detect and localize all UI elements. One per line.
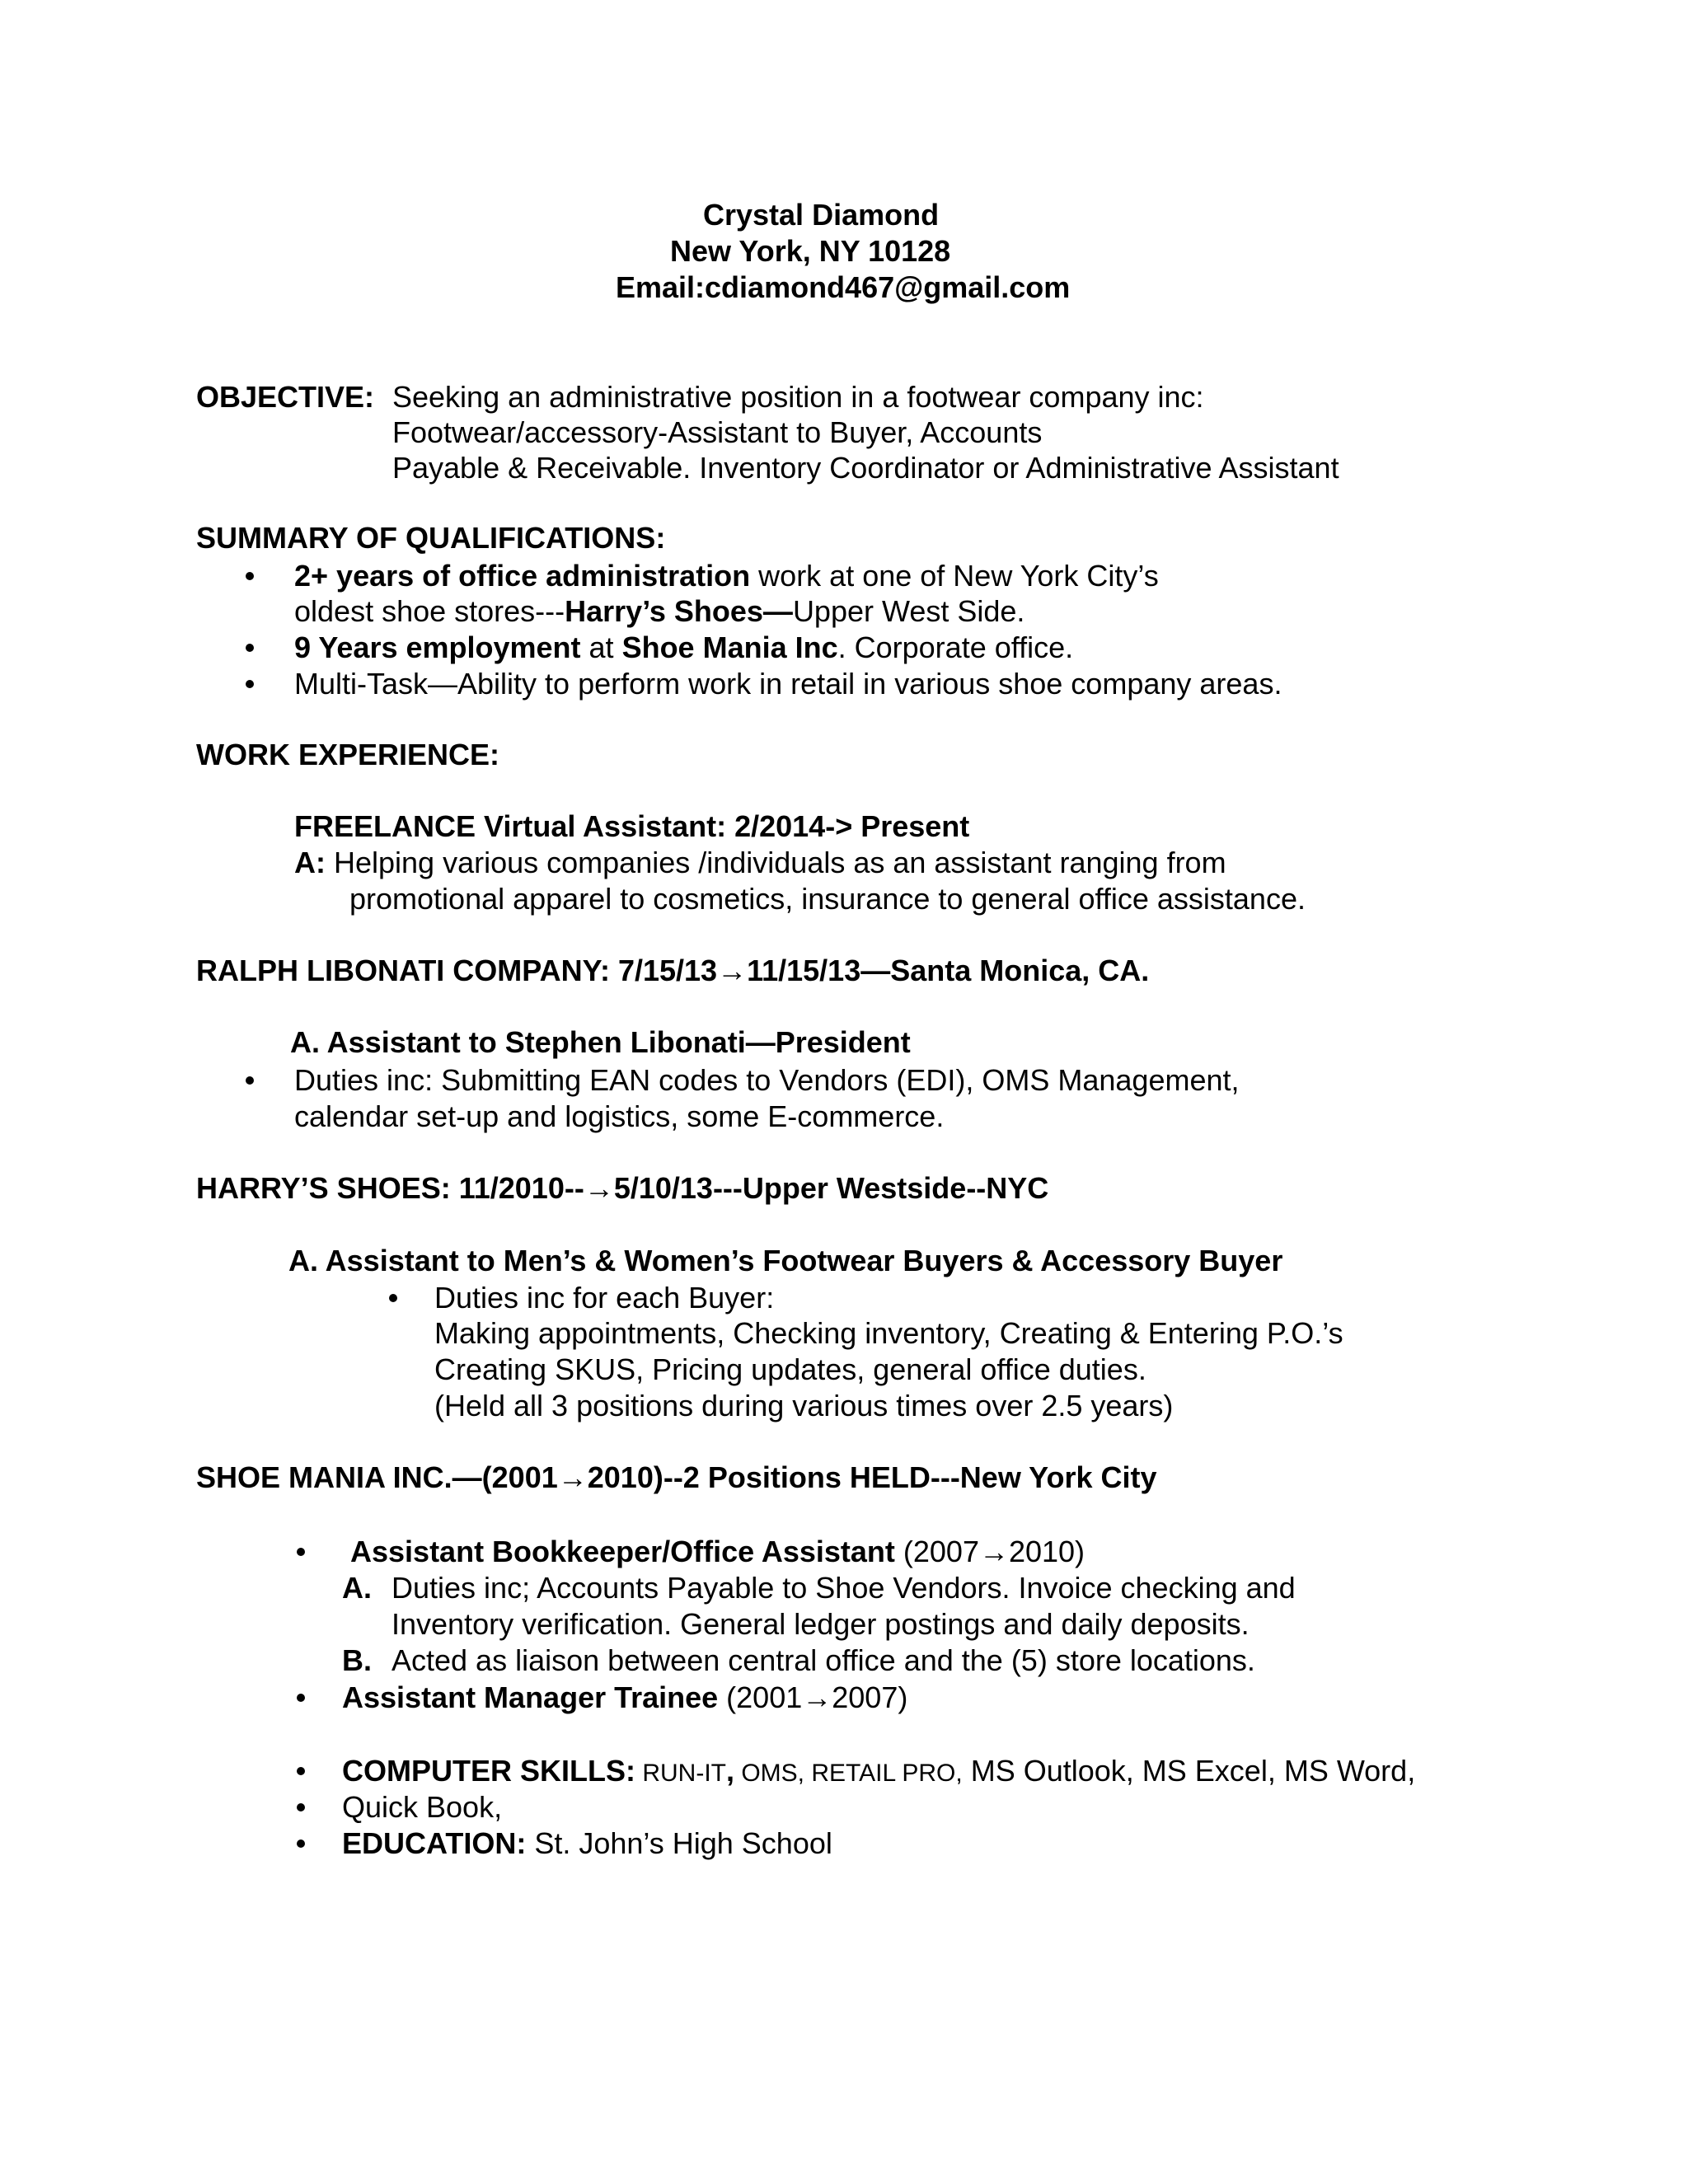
bullet-icon — [297, 1694, 305, 1702]
summary-item-text: oldest shoe stores--- — [294, 594, 565, 628]
candidate-email: Email:cdiamond467@gmail.com — [616, 270, 1071, 304]
job-description-text: Helping various companies /individuals as an assistant ranging from — [326, 846, 1226, 879]
list-marker: A. — [342, 1571, 372, 1605]
job-role: A. Assistant to Stephen Libonati—President — [290, 1025, 911, 1059]
job-role: A. Assistant to Men’s & Women’s Footwear Buyers & Accessory Buyer — [288, 1244, 1283, 1277]
objective-line: Footwear/accessory-Assistant to Buyer, Accounts — [392, 415, 1043, 449]
bullet-icon — [246, 1076, 254, 1085]
job-duty: Creating SKUS, Pricing updates, general office duties. — [434, 1352, 1146, 1386]
objective-label: OBJECTIVE: — [196, 380, 375, 414]
job-duty: Duties inc: Submitting EAN codes to Vendors (EDI), OMS Management, — [294, 1063, 1240, 1097]
job-title-harrys-shoes: HARRY’S SHOES: 11/2010--→5/10/13---Upper Westside--NYC — [196, 1171, 1049, 1205]
job-title-shoe-mania: SHOE MANIA INC.—(2001→2010)--2 Positions HELD---New York City — [196, 1460, 1157, 1494]
education — [342, 1825, 832, 1862]
computer-skills — [342, 1753, 1415, 1792]
job-duty: Duties inc; Accounts Payable to Shoe Vendors. Invoice checking and — [392, 1571, 1296, 1605]
bullet-icon — [389, 1294, 397, 1302]
bullet-icon — [297, 1767, 305, 1775]
job-title-freelance: FREELANCE Virtual Assistant: 2/2014-> Present — [294, 809, 970, 843]
education-label: EDUCATION: — [342, 1826, 527, 1860]
computer-skills-text: OMS, RETAIL PRO, — [734, 1760, 963, 1787]
position-dates: (2007→2010) — [894, 1535, 1085, 1568]
candidate-name: Crystal Diamond — [703, 198, 940, 232]
job-description: promotional apparel to cosmetics, insurance to general office assistance. — [349, 882, 1306, 916]
list-marker: B. — [342, 1643, 372, 1677]
objective-line: Seeking an administrative position in a footwear company inc: — [392, 380, 1204, 414]
summary-item-text: work at one of New York City’s — [750, 559, 1159, 593]
bullet-icon — [246, 680, 254, 688]
work-experience-heading: WORK EXPERIENCE: — [196, 738, 500, 771]
summary-item-text: at — [580, 630, 622, 664]
summary-item-bold: 9 Years employment — [294, 630, 581, 664]
job-description — [294, 845, 1226, 881]
computer-skills-text: RUN-IT — [635, 1760, 726, 1787]
job-duty: Inventory verification. General ledger postings and daily deposits. — [392, 1607, 1250, 1641]
computer-skills-continued: Quick Book, — [342, 1790, 503, 1824]
candidate-location: New York, NY 10128 — [670, 234, 951, 268]
summary-item-bold: Harry’s Shoes— — [565, 594, 793, 628]
job-duty: (Held all 3 positions during various times over 2.5 years) — [434, 1389, 1174, 1422]
summary-item: Multi-Task—Ability to perform work in retail in various shoe company areas. — [294, 667, 1282, 701]
position-dates: (2001→2007) — [718, 1680, 908, 1714]
position-item — [342, 1680, 907, 1716]
list-marker: A: — [294, 846, 326, 879]
summary-item — [294, 630, 1073, 666]
job-duty: Making appointments, Checking inventory, Creating & Entering P.O.’s — [434, 1316, 1343, 1350]
job-duty: Acted as liaison between central office and the (5) store locations. — [392, 1643, 1255, 1677]
bullet-icon — [297, 1840, 305, 1848]
position-item — [350, 1534, 1085, 1570]
education-text: St. John’s High School — [526, 1826, 832, 1860]
bullet-icon — [246, 572, 254, 580]
summary-item — [294, 558, 1159, 594]
bullet-icon — [297, 1548, 305, 1556]
position-title: Assistant Manager Trainee — [342, 1680, 719, 1714]
summary-item-text: Upper West Side. — [792, 594, 1025, 628]
objective-line: Payable & Receivable. Inventory Coordinator or Administrative Assistant — [392, 451, 1339, 485]
summary-item-bold: 2+ years of office administration — [294, 559, 751, 593]
job-duty: calendar set-up and logistics, some E-commerce. — [294, 1099, 945, 1133]
bullet-icon — [246, 644, 254, 652]
summary-item-bold: Shoe Mania Inc — [621, 630, 838, 664]
computer-skills-label: COMPUTER SKILLS: — [342, 1754, 635, 1788]
job-title-ralph-libonati: RALPH LIBONATI COMPANY: 7/15/13→11/15/13—Santa Monica, CA. — [196, 954, 1150, 987]
computer-skills-separator: , — [725, 1754, 734, 1788]
summary-item-text: . Corporate office. — [837, 630, 1074, 664]
bullet-icon — [297, 1803, 305, 1811]
summary-item-continued — [294, 593, 1025, 630]
computer-skills-text: MS Outlook, MS Excel, MS Word, — [962, 1754, 1416, 1788]
position-title: Assistant Bookkeeper/Office Assistant — [350, 1535, 895, 1568]
summary-heading: SUMMARY OF QUALIFICATIONS: — [196, 521, 666, 555]
job-duty: Duties inc for each Buyer: — [434, 1281, 775, 1315]
